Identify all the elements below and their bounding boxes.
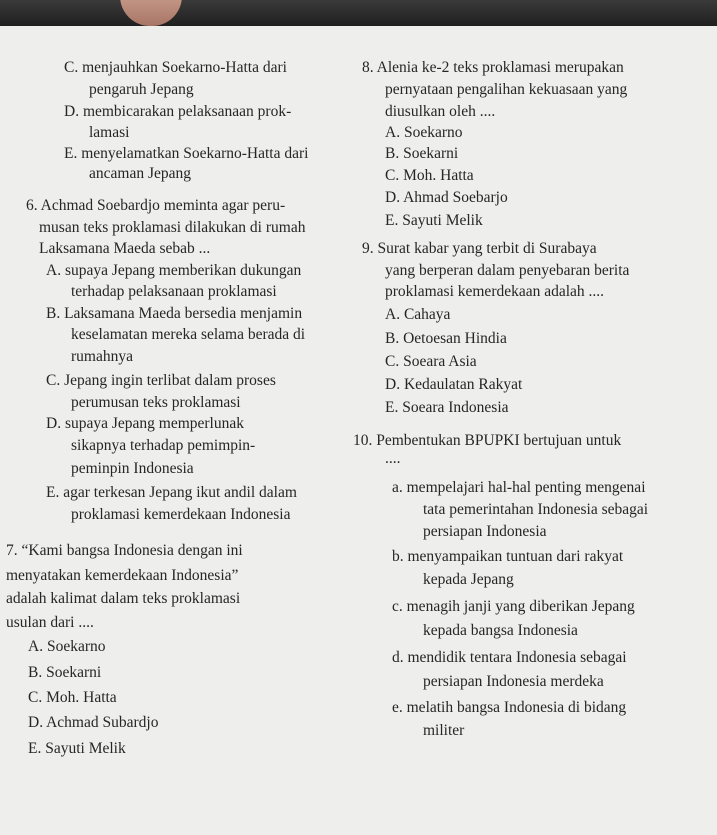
option-line: E. agar terkesan Jepang ikut andil dalam	[46, 484, 297, 501]
text-line: menyatakan kemerdekaan Indonesia”	[6, 567, 239, 584]
option-line: C. Jepang ingin terlibat dalam proses	[46, 372, 276, 389]
text-line: perumusan teks proklamasi	[71, 394, 241, 411]
option-line: A. Cahaya	[385, 306, 451, 323]
text-line: peminpin Indonesia	[71, 460, 194, 477]
option-line: A. supaya Jepang memberikan dukungan	[46, 262, 302, 279]
option-line: A. Soekarno	[385, 124, 463, 141]
text-line: E. menyelamatkan Soekarno-Hatta dari	[64, 145, 309, 162]
text-line: C. menjauhkan Soekarno-Hatta dari	[64, 59, 287, 76]
question-7-line: 7. “Kami bangsa Indonesia dengan ini	[6, 542, 243, 559]
option-line: C. Moh. Hatta	[385, 167, 474, 184]
text-line: ancaman Jepang	[89, 165, 191, 182]
text-line: kepada bangsa Indonesia	[423, 622, 578, 639]
text-line: Laksamana Maeda sebab ...	[39, 240, 211, 257]
option-line: E. Sayuti Melik	[28, 740, 126, 757]
text-line: keselamatan mereka selama berada di	[71, 326, 306, 343]
option-line: D. Achmad Subardjo	[28, 714, 159, 731]
option-line: A. Soekarno	[28, 638, 106, 655]
text-line: yang berperan dalam penyebaran berita	[385, 262, 630, 279]
text-line: D. membicarakan pelaksanaan prok-	[64, 103, 292, 120]
option-line: B. Laksamana Maeda bersedia menjamin	[46, 305, 303, 322]
text-line: adalah kalimat dalam teks proklamasi	[6, 590, 241, 607]
text-line: persiapan Indonesia merdeka	[423, 673, 604, 690]
text-line: rumahnya	[71, 348, 133, 365]
option-line: B. Soekarni	[28, 664, 102, 681]
text-line: persiapan Indonesia	[423, 523, 547, 540]
text-line: militer	[423, 722, 465, 739]
option-line: D. Kedaulatan Rakyat	[385, 376, 523, 393]
text-line: diusulkan oleh ....	[385, 103, 496, 120]
question-6-line: 6. Achmad Soebardjo meminta agar peru-	[26, 197, 286, 214]
option-line: b. menyampaikan tuntuan dari rakyat	[392, 548, 624, 565]
text-line: proklamasi kemerdekaan Indonesia	[71, 506, 291, 523]
option-line: E. Sayuti Melik	[385, 212, 483, 229]
option-line: e. melatih bangsa Indonesia di bidang	[392, 699, 627, 716]
option-line: B. Soekarni	[385, 145, 459, 162]
question-8-line: 8. Alenia ke-2 teks proklamasi merupakan	[362, 59, 624, 76]
option-line: a. mempelajari hal-hal penting mengenai	[392, 479, 646, 496]
text-line: terhadap pelaksanaan proklamasi	[71, 283, 277, 300]
text-line: musan teks proklamasi dilakukan di rumah	[39, 219, 306, 236]
question-10-line: 10. Pembentukan BPUPKI bertujuan untuk	[353, 432, 622, 449]
text-line: kepada Jepang	[423, 571, 514, 588]
text-line: pernyataan pengalihan kekuasaan yang	[385, 81, 628, 98]
text-line: ....	[385, 450, 401, 467]
text-line: sikapnya terhadap pemimpin-	[71, 437, 256, 454]
option-line: D. supaya Jepang memperlunak	[46, 415, 244, 432]
option-line: c. menagih janji yang diberikan Jepang	[392, 598, 635, 615]
option-line: C. Soeara Asia	[385, 353, 477, 370]
photo-top-edge	[0, 0, 717, 26]
option-line: D. Ahmad Soebarjo	[385, 189, 508, 206]
text-line: pengaruh Jepang	[89, 81, 194, 98]
text-line: proklamasi kemerdekaan adalah ....	[385, 283, 605, 300]
option-line: B. Oetoesan Hindia	[385, 330, 507, 347]
option-line: E. Soeara Indonesia	[385, 399, 509, 416]
text-line: lamasi	[89, 124, 130, 141]
question-9-line: 9. Surat kabar yang terbit di Surabaya	[362, 240, 597, 257]
text-line: tata pemerintahan Indonesia sebagai	[423, 501, 649, 518]
option-line: C. Moh. Hatta	[28, 689, 117, 706]
option-line: d. mendidik tentara Indonesia sebagai	[392, 649, 627, 666]
text-line: usulan dari ....	[6, 614, 94, 631]
